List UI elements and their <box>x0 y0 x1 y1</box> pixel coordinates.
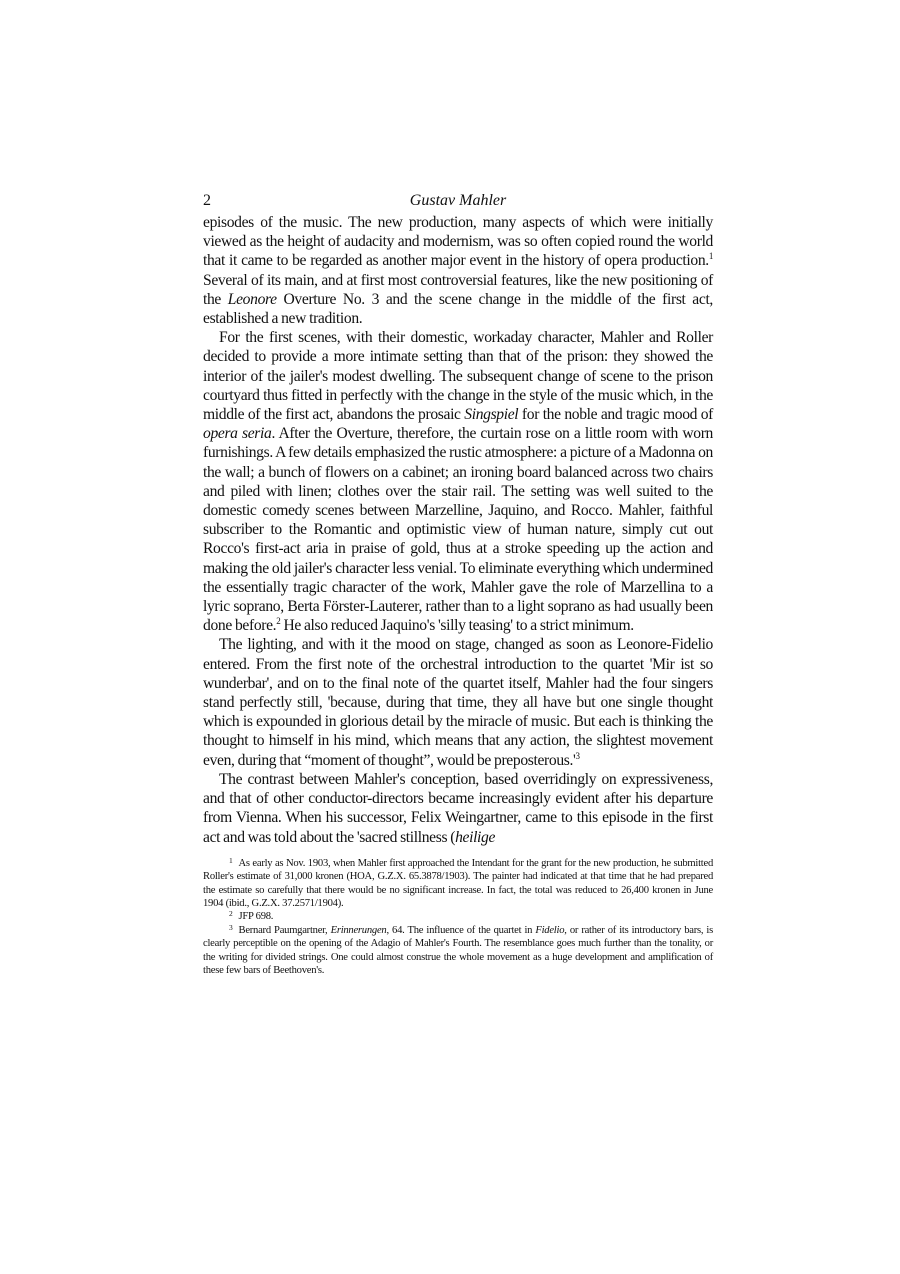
book-page <box>203 190 713 977</box>
paragraph-1: episodes of the music. The new production, many aspects of which were initially viewed as the height of audacity and modernism, was so often copied round the world that it came to be regarded as another major event in the history of opera production.$^1$ Several of its main, and at first most controversial features, like the new positioning of the Leonore Overture No. 3 and the scene change in the middle of the first act, established a new tradition. <box>203 214 713 328</box>
footnote-2: $^2$ JFP 698. <box>229 909 274 923</box>
footnote-1: $^1$ As early as Nov. 1903, when Mahler first approached the Intendant for the grant for the new production, he submitted Roller's estimate of 31,000 kronen (HOA, G.Z.X. 65.3878/1903). The painter had indicated at that time that he had prepared the estimate so carefully that there would be no significant increase. In fact, the total was reduced to 26,400 kronen in June 1904 (ibid., G.Z.X. 37.2571/1904). <box>203 855 713 909</box>
running-header <box>203 190 713 212</box>
footnote-ref-1[interactable]: 1 <box>708 251 713 262</box>
body-text <box>203 213 713 847</box>
page-number: 2 <box>203 192 211 209</box>
footnote-ref-3[interactable]: 3 <box>575 750 580 761</box>
footnote-3: $^3$ Bernard Paumgartner, Erinnerungen, 64. The influence of the quartet in Fidelio, or rather of its introductory bars, is clearly perceptible on the opening of the Adagio of Mahler's Fourth. The resemblance goes much further than the tonality, or the writing for divided strings. One could almost construe the whole movement as a huge development and amplification of these few bars of Beethoven's. <box>203 922 713 976</box>
running-title: Gustav Mahler <box>409 192 507 209</box>
footnotes <box>203 857 713 978</box>
footnote-ref-2[interactable]: 2 <box>276 616 281 627</box>
paragraph-4: The contrast between Mahler's conception, based overridingly on expressiveness, and that of other conductor-directors became increasingly evident after his departure from Vienna. When his successor, Felix Weingartner, came to this episode in the first act and was told about the 'sacred stillness (heilige <box>203 770 713 846</box>
paragraph-3: The lighting, and with it the mood on stage, changed as soon as Leonore-Fidelio entered. From the first note of the orchestral introduction to the quartet 'Mir ist so wunderbar', and on to the final note of the quartet itself, Mahler had the four singers stand perfectly still, 'because, during that time, they all have but one single thought which is expounded in glorious detail by the miracle of music. But each is thinking the thought to himself in his mind, which means that any action, the slightest movement even, during that “moment of thought”, would be $preposterous.'^3$ <box>203 636 713 769</box>
paragraph-2: For the first scenes, with their domestic, workaday character, Mahler and Roller decided to provide a more intimate setting than that of the prison: they showed the interior of the jailer's modest dwelling. The subsequent change of scene to the prison courtyard thus fitted in perfectly with the change in the style of the music which, in the middle of the first act, abandons the prosaic Singspiel for the noble and tragic mood of opera seria. After the Overture, therefore, the curtain rose on a little room with worn furnishings. A few details emphasized the rustic atmosphere: a picture of a Madonna on the wall; a bunch of flowers on a cabinet; an ironing board balanced across two chairs and piled with linen; clothes over the stair rail. The setting was well suited to the domestic comedy scenes between Marzelline, Jaquino, and Rocco. Mahler, faithful subscriber to the Romantic and optimistic view of human nature, simply cut out Rocco's first-act aria in praise of gold, thus at a stroke speeding up the action and making the old jailer's character less venial. To eliminate everything which undermined the essentially tragic character of the work, Mahler gave the role of Marzellina to a lyric soprano, Berta Förster-Lauterer, rather than to a light soprano as had usually been done before.$^2$ He also reduced Jaquino's 'silly teasing' to a strict minimum. <box>203 329 714 635</box>
